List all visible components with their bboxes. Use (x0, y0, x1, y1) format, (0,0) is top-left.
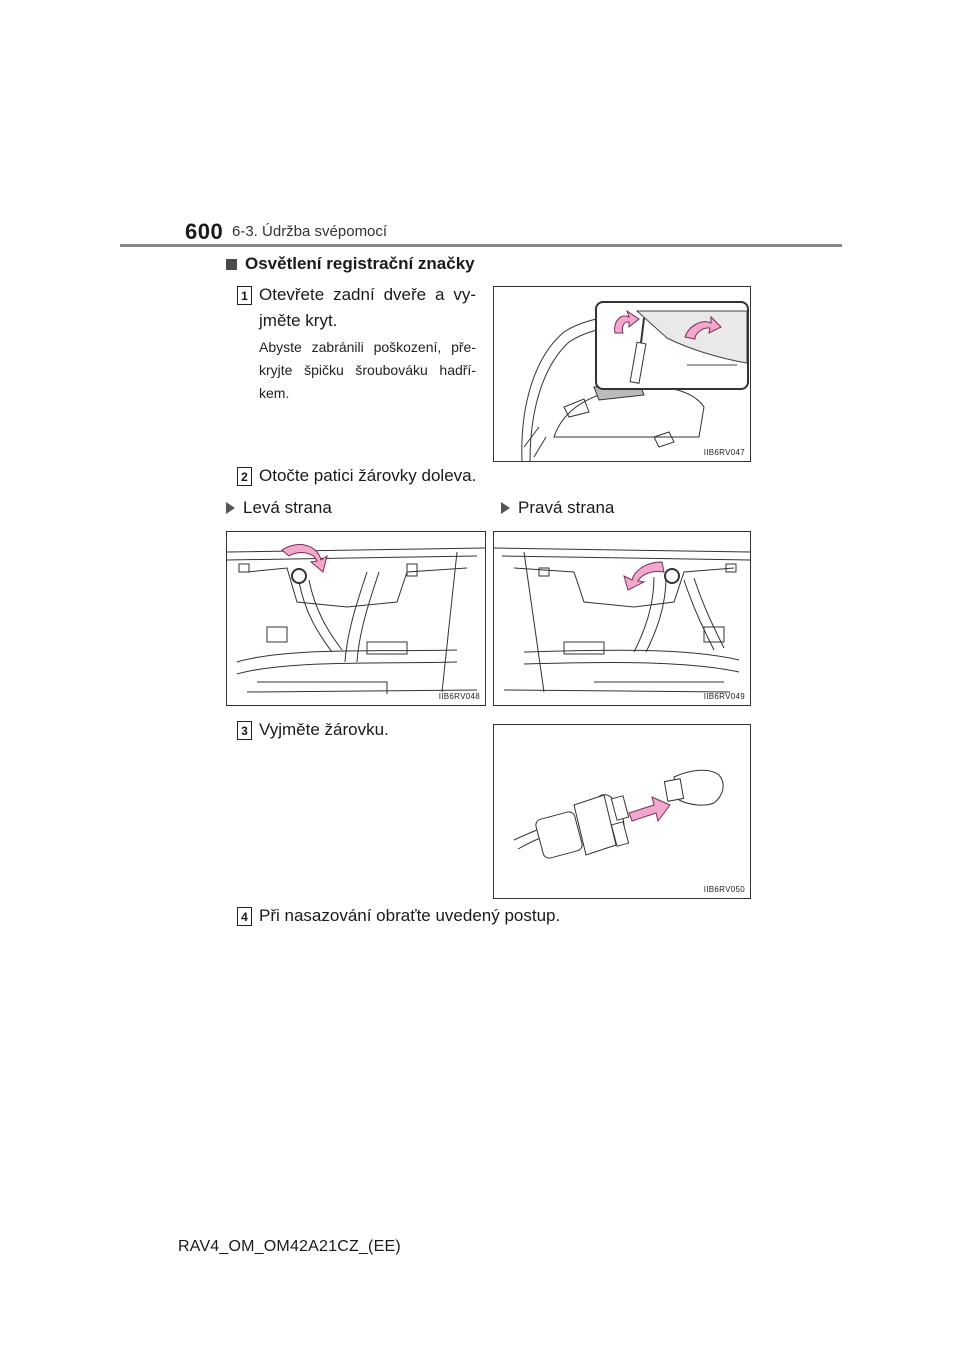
figure-code-4: IIB6RV050 (703, 885, 745, 894)
left-side-illustration (227, 532, 485, 705)
figure-code-1: IIB6RV047 (703, 448, 745, 457)
figure-code-3: IIB6RV049 (703, 692, 745, 701)
section-title: 6-3. Údržba svépomocí (232, 223, 388, 240)
figure-left-side (226, 531, 486, 706)
screwdriver-illustration (597, 303, 747, 388)
step-1-note (259, 336, 476, 405)
step-1-line2: jměte kryt. (259, 311, 338, 330)
subheading-left-text: Levá strana (243, 498, 332, 517)
right-side-illustration (494, 532, 750, 705)
step-4-text: Při nasazování obraťte uvedený postup. (259, 906, 561, 925)
figure-bulb-removal (493, 724, 751, 899)
step-1-text (259, 282, 476, 334)
step-2-text: Otočte patici žárovky doleva. (259, 466, 477, 485)
figure-tailgate-cover (493, 286, 751, 462)
subheading-right-text: Pravá strana (518, 498, 615, 517)
figure-code-2: IIB6RV048 (438, 692, 480, 701)
square-bullet-icon (226, 259, 237, 270)
subheading-left (226, 498, 332, 518)
page-number: 600 (185, 219, 224, 244)
step-3-text: Vyjměte žárovku. (259, 720, 389, 739)
step-1-note-line1: Abyste zabránili poškození, pře- (259, 339, 476, 355)
step-1-number: 1 (237, 286, 252, 305)
step-4-number: 4 (237, 907, 252, 926)
section-heading (226, 254, 475, 274)
detail-inset (595, 301, 749, 390)
header-rule (120, 244, 842, 247)
step-1-line1: Otevřete zadní dveře a vy- (259, 285, 476, 304)
subheading-right (501, 498, 614, 518)
document-code: RAV4_OM_OM42A21CZ_(EE) (178, 1238, 401, 1255)
heading-text: Osvětlení registrační značky (245, 254, 475, 273)
step-3-number: 3 (237, 721, 252, 740)
step-1-note-line2: kryjte špičku šroubováku hadří- (259, 362, 476, 378)
figure-right-side (493, 531, 751, 706)
triangle-bullet-icon (501, 502, 510, 514)
triangle-bullet-icon (226, 502, 235, 514)
step-2-number: 2 (237, 467, 252, 486)
step-1-note-line3: kem. (259, 385, 290, 401)
bulb-illustration (494, 725, 750, 898)
